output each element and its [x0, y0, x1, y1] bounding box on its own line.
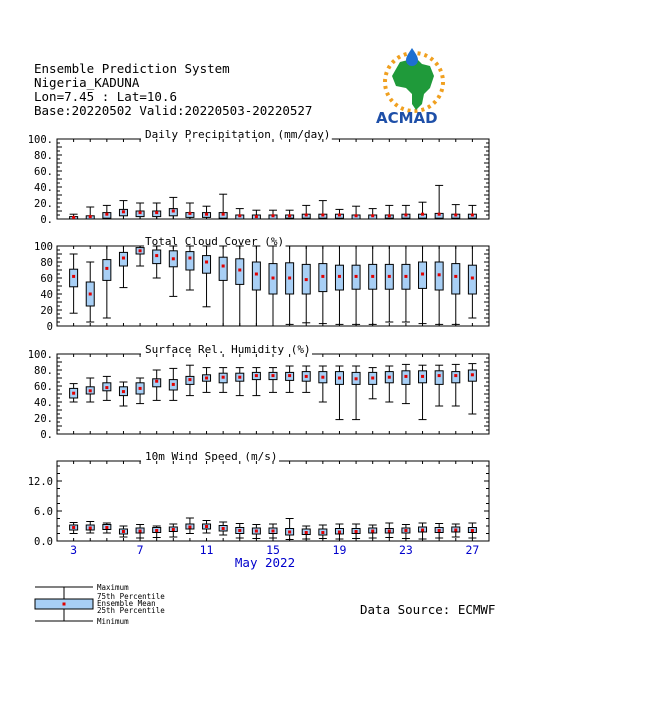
panel-frame-precip [57, 139, 489, 219]
mean-marker-wind-15 [272, 530, 275, 533]
mean-marker-precip-11 [205, 213, 208, 216]
mean-marker-wind-13 [238, 529, 241, 532]
mean-marker-rh-27 [471, 373, 474, 376]
ytick-label-wind: 12.0 [27, 476, 53, 488]
xtick-label: 19 [332, 543, 347, 557]
mean-marker-wind-10 [188, 526, 191, 529]
legend-label-p75: 75th Percentile [97, 592, 165, 601]
mean-marker-precip-13 [238, 214, 241, 217]
mean-marker-rh-11 [205, 377, 208, 380]
ytick-label-cloud: 20 [40, 305, 53, 317]
mean-marker-cloud-11 [205, 261, 208, 264]
mean-marker-cloud-13 [238, 269, 241, 272]
mean-marker-rh-21 [371, 377, 374, 380]
mean-marker-wind-6 [122, 530, 125, 533]
mean-marker-precip-9 [172, 210, 175, 213]
logo-text: ACMAD [376, 109, 438, 126]
mean-marker-precip-20 [355, 214, 358, 217]
ytick-label-rh: 80. [34, 365, 53, 377]
xtick-label: 3 [70, 543, 78, 557]
legend-label-minimum: Minimum [97, 617, 129, 626]
mean-marker-rh-5 [105, 386, 108, 389]
mean-marker-wind-4 [89, 527, 92, 530]
legend-label-p25: 25th Percentile [97, 606, 165, 615]
mean-marker-rh-10 [188, 378, 191, 381]
ytick-label-precip: 80. [34, 150, 53, 162]
mean-marker-cloud-16 [288, 277, 291, 280]
box-rh-26 [452, 372, 460, 383]
mean-marker-wind-18 [321, 531, 324, 534]
mean-marker-cloud-8 [155, 254, 158, 257]
mean-marker-rh-20 [355, 377, 358, 380]
box-cloud-12 [219, 257, 227, 280]
mean-marker-precip-23 [404, 214, 407, 217]
mean-marker-wind-26 [454, 529, 457, 532]
mean-marker-rh-8 [155, 380, 158, 383]
mean-marker-cloud-19 [338, 275, 341, 278]
mean-marker-wind-12 [222, 527, 225, 530]
mean-marker-wind-3 [72, 526, 75, 529]
ytick-label-rh: 0. [40, 429, 53, 441]
mean-marker-rh-13 [238, 376, 241, 379]
ytick-label-cloud: 0 [46, 321, 53, 333]
xtick-label: 11 [199, 543, 214, 557]
mean-marker-rh-25 [438, 374, 441, 377]
mean-marker-wind-14 [255, 530, 258, 533]
mean-marker-precip-26 [454, 214, 457, 217]
ytick-label-rh: 40. [34, 397, 53, 409]
box-cloud-14 [252, 262, 260, 290]
mean-marker-precip-17 [305, 214, 308, 217]
panel-title-precip: Daily Precipitation (mm/day) [145, 128, 331, 141]
mean-marker-rh-18 [321, 376, 324, 379]
mean-marker-cloud-20 [355, 275, 358, 278]
mean-marker-precip-6 [122, 210, 125, 213]
mean-marker-wind-16 [288, 531, 291, 534]
mean-marker-rh-24 [421, 375, 424, 378]
mean-marker-cloud-24 [421, 273, 424, 276]
xtick-label: 23 [398, 543, 413, 557]
legend-mean-marker [63, 603, 66, 606]
mean-marker-rh-19 [338, 377, 341, 380]
mean-marker-wind-24 [421, 529, 424, 532]
mean-marker-wind-19 [338, 531, 341, 534]
mean-marker-cloud-23 [404, 275, 407, 278]
mean-marker-rh-14 [255, 374, 258, 377]
ytick-label-cloud: 60 [40, 273, 53, 285]
mean-marker-wind-17 [305, 531, 308, 534]
mean-marker-precip-27 [471, 214, 474, 217]
mean-marker-precip-12 [222, 213, 225, 216]
legend-label-maximum: Maximum [97, 583, 129, 592]
ytick-label-precip: 40. [34, 182, 53, 194]
mean-marker-rh-23 [404, 375, 407, 378]
box-cloud-13 [236, 259, 244, 285]
box-rh-25 [435, 371, 443, 385]
mean-marker-cloud-25 [438, 273, 441, 276]
mean-marker-rh-4 [89, 389, 92, 392]
ytick-label-cloud: 80 [40, 257, 53, 269]
mean-marker-cloud-6 [122, 257, 125, 260]
mean-marker-cloud-14 [255, 273, 258, 276]
mean-marker-precip-5 [105, 213, 108, 216]
box-cloud-5 [103, 260, 111, 281]
box-cloud-26 [452, 264, 460, 294]
mean-marker-cloud-26 [454, 275, 457, 278]
panel-title-rh: Surface Rel. Humidity (%) [145, 343, 311, 356]
ytick-label-wind: 6.0 [34, 506, 53, 518]
mean-marker-wind-25 [438, 529, 441, 532]
mean-marker-wind-5 [105, 526, 108, 529]
mean-marker-precip-15 [272, 214, 275, 217]
mean-marker-rh-6 [122, 390, 125, 393]
xtick-label: 15 [266, 543, 280, 557]
mean-marker-rh-26 [454, 374, 457, 377]
mean-marker-precip-4 [89, 215, 92, 218]
mean-marker-cloud-7 [139, 249, 142, 252]
ytick-label-rh: 100. [27, 349, 53, 361]
ytick-label-precip: 60. [34, 166, 53, 178]
mean-marker-rh-9 [172, 383, 175, 386]
mean-marker-rh-12 [222, 376, 225, 379]
mean-marker-precip-16 [288, 214, 291, 217]
box-cloud-10 [186, 252, 194, 270]
mean-marker-cloud-18 [321, 275, 324, 278]
ytick-label-rh: 20. [34, 413, 53, 425]
mean-marker-cloud-21 [371, 275, 374, 278]
mean-marker-precip-25 [438, 213, 441, 216]
mean-marker-wind-9 [172, 528, 175, 531]
ytick-label-cloud: 100 [34, 241, 53, 253]
panel-title-wind: 10m Wind Speed (m/s) [145, 450, 278, 463]
mean-marker-wind-20 [355, 530, 358, 533]
mean-marker-cloud-10 [188, 257, 191, 260]
mean-marker-cloud-5 [105, 267, 108, 270]
xtick-label: 7 [136, 543, 144, 557]
mean-marker-precip-19 [338, 214, 341, 217]
title-line-3: Lon=7.45 : Lat=10.6 [34, 89, 177, 104]
legend-label-mean: Ensemble Mean [97, 599, 156, 608]
mean-marker-cloud-15 [272, 277, 275, 280]
mean-marker-precip-21 [371, 214, 374, 217]
mean-marker-precip-8 [155, 211, 158, 214]
mean-marker-precip-3 [72, 216, 75, 219]
mean-marker-wind-23 [404, 529, 407, 532]
ytick-label-rh: 60. [34, 381, 53, 393]
ytick-label-precip: 20. [34, 198, 53, 210]
mean-marker-cloud-3 [72, 275, 75, 278]
mean-marker-rh-16 [288, 374, 291, 377]
mean-marker-rh-7 [139, 387, 142, 390]
mean-marker-precip-22 [388, 214, 391, 217]
mean-marker-cloud-4 [89, 293, 92, 296]
mean-marker-rh-17 [305, 375, 308, 378]
box-cloud-27 [468, 265, 476, 294]
mean-marker-precip-7 [139, 211, 142, 214]
title-line-4: Base:20220502 Valid:20220503-20220527 [34, 103, 313, 118]
mean-marker-cloud-9 [172, 257, 175, 260]
mean-marker-cloud-12 [222, 265, 225, 268]
ytick-label-precip: 100. [27, 134, 53, 146]
ytick-label-precip: 0. [40, 214, 53, 226]
box-cloud-3 [70, 269, 78, 287]
mean-marker-precip-24 [421, 213, 424, 216]
mean-marker-wind-8 [155, 529, 158, 532]
mean-marker-rh-3 [72, 392, 75, 395]
mean-marker-precip-10 [188, 212, 191, 215]
mean-marker-wind-11 [205, 525, 208, 528]
panel-title-cloud: Total Cloud Cover (%) [145, 235, 285, 248]
mean-marker-wind-27 [471, 529, 474, 532]
title-line-2: Nigeria_KADUNA [34, 75, 140, 90]
title-line-1: Ensemble Prediction System [34, 61, 230, 76]
mean-marker-wind-22 [388, 530, 391, 533]
mean-marker-wind-21 [371, 530, 374, 533]
data-source-label: Data Source: ECMWF [360, 602, 496, 617]
mean-marker-rh-22 [388, 376, 391, 379]
mean-marker-cloud-27 [471, 277, 474, 280]
xtick-label: 27 [465, 543, 480, 557]
ytick-label-cloud: 40 [40, 289, 53, 301]
x-axis-label: May 2022 [234, 555, 296, 570]
mean-marker-precip-18 [321, 214, 324, 217]
mean-marker-cloud-22 [388, 275, 391, 278]
mean-marker-cloud-17 [305, 278, 308, 281]
mean-marker-precip-14 [255, 215, 258, 218]
mean-marker-wind-7 [139, 530, 142, 533]
ytick-label-wind: 0.0 [34, 536, 53, 548]
mean-marker-rh-15 [272, 374, 275, 377]
box-cloud-11 [203, 256, 211, 274]
